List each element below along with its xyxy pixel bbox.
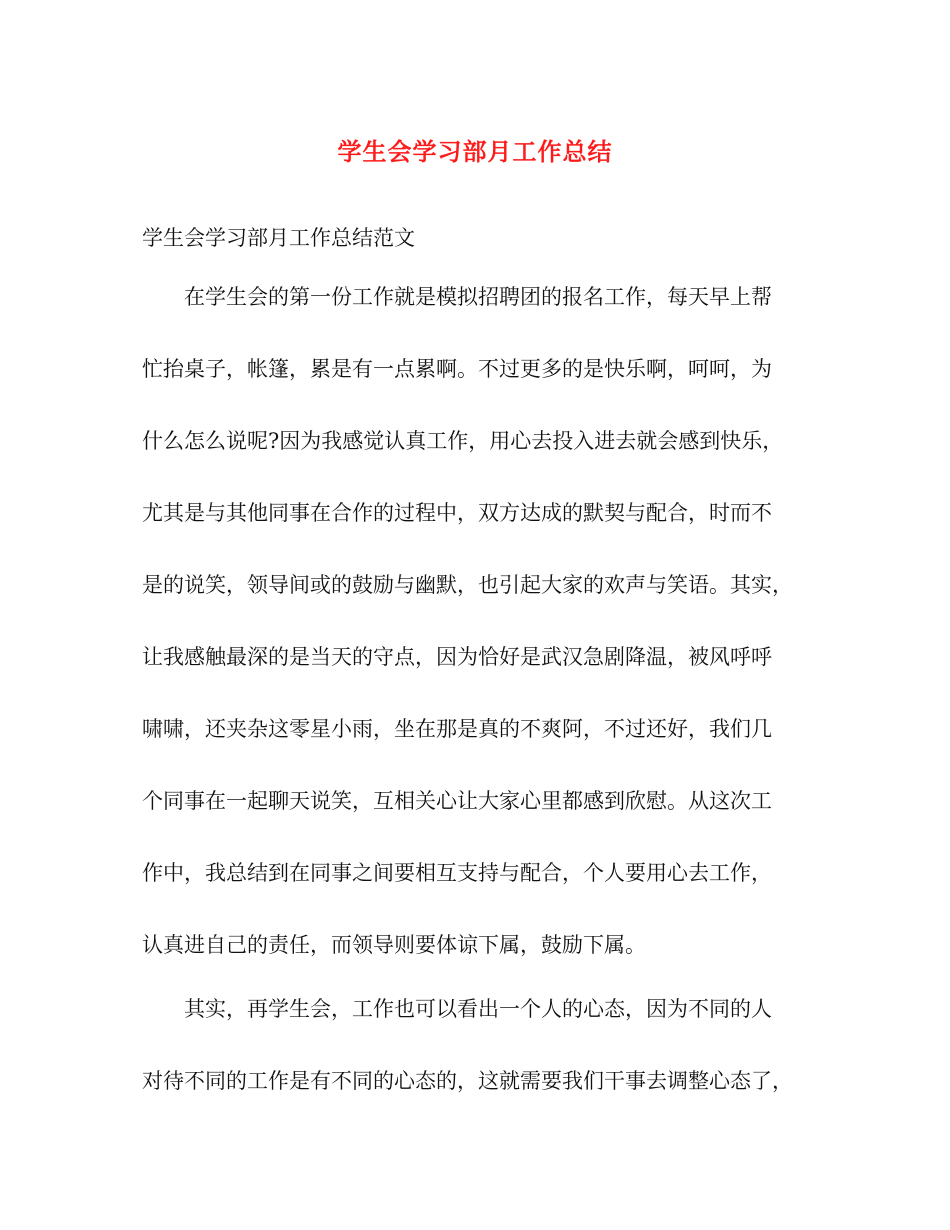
paragraph-line: 其实，再学生会，工作也可以看出一个人的心态，因为不同的人 <box>184 997 772 1021</box>
paragraph-line: 尤其是与其他同事在合作的过程中，双方达成的默契与配合，时而不 <box>142 501 772 525</box>
paragraph-line: 让我感触最深的是当天的守点，因为恰好是武汉急剧降温，被风呼呼 <box>142 645 772 669</box>
paragraph-line: 在学生会的第一份工作就是模拟招聘团的报名工作，每天早上帮 <box>184 285 772 309</box>
paragraph-line: 作中，我总结到在同事之间要相互支持与配合，个人要用心去工作， <box>142 861 772 885</box>
paragraph-line: 是的说笑，领导间或的鼓励与幽默，也引起大家的欢声与笑语。其实， <box>142 573 793 597</box>
paragraph-line: 忙抬桌子，帐篷，累是有一点累啊。不过更多的是快乐啊，呵呵，为 <box>142 357 772 381</box>
document-subtitle: 学生会学习部月工作总结范文 <box>142 226 415 250</box>
paragraph-line: 个同事在一起聊天说笑，互相关心让大家心里都感到欣慰。从这次工 <box>142 789 772 813</box>
paragraph-line: 什么怎么说呢?因为我感觉认真工作，用心去投入进去就会感到快乐， <box>142 429 784 453</box>
document-title: 学生会学习部月工作总结 <box>337 137 613 166</box>
paragraph-line: 对待不同的工作是有不同的心态的，这就需要我们干事去调整心态了， <box>142 1069 793 1093</box>
paragraph-line: 啸啸，还夹杂这零星小雨，坐在那是真的不爽阿，不过还好，我们几 <box>142 717 772 741</box>
paragraph-line: 认真进自己的责任，而领导则要体谅下属，鼓励下属。 <box>142 933 646 957</box>
